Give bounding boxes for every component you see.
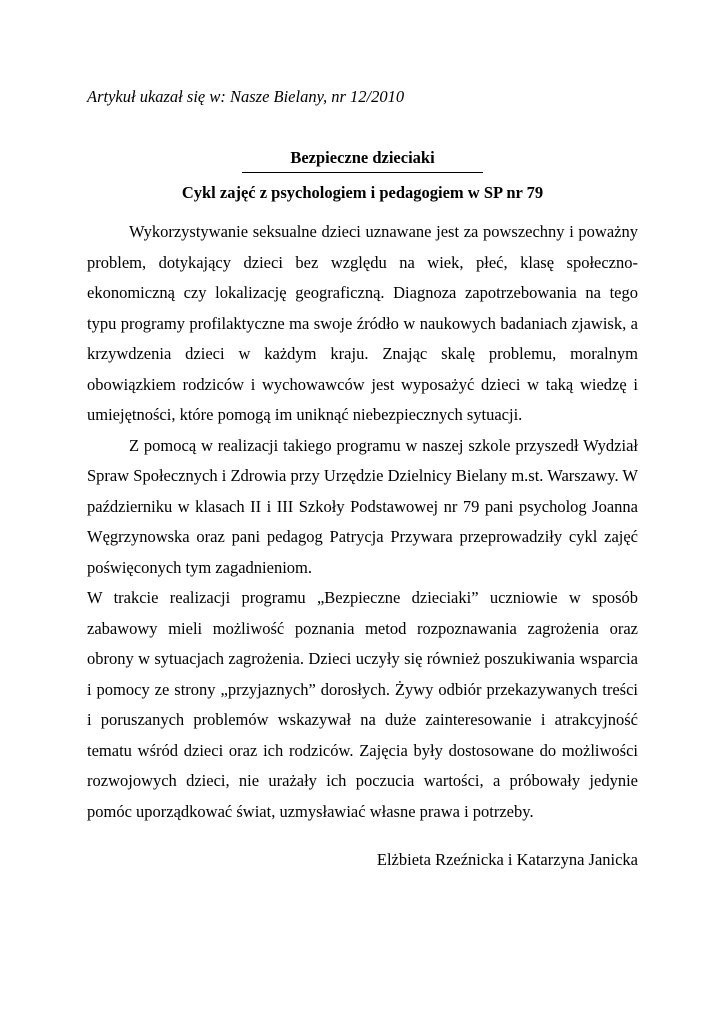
paragraph-2: Z pomocą w realizacji takiego programu w naszej szkole przyszedł Wydział Spraw Społecznych i Zdrowia przy Urzędzie Dzielnicy Bielany m.st. Warszawy. W październiku w klasach II i III Szkoły Podstawowej nr 79 pani psycholog Joanna Węgrzynowska oraz pani pedagog Patrycja Przywara przeprowadziły cykl zajęć poświęconych tym zagadnieniom. xyxy=(87,435,638,577)
title-divider xyxy=(242,172,483,173)
article-subtitle: Cykl zajęć z psychologiem i pedagogiem w SP nr 79 xyxy=(181,183,544,202)
paragraph-3: W trakcie realizacji programu „Bezpieczne dzieciaki” uczniowie w sposób zabawowy mieli możliwość poznania metod rozpoznawania zagrożenia oraz obrony w sytuacjach zagrożenia. Dzieci uczyły się również poszukiwania wsparcia i pomocy ze strony „przyjaznych” dorosłych. Żywy odbiór przekazywanych treści i poruszanych problemów wskazywał na duże zainteresowanie i atrakcyjność tematu wśród dzieci oraz ich rodziców. Zajęcia były dostosowane do możliwości rozwojowych dzieci, nie urażały ich poczucia wartości, a próbowały jedynie pomóc uporządkować świat, uzmysławiać własne prawa i potrzeby. xyxy=(87,588,638,821)
author-signature: Elżbieta Rzeźnicka i Katarzyna Janicka xyxy=(376,850,638,869)
article-title: Bezpieczne dzieciaki xyxy=(290,148,435,167)
document-page xyxy=(87,85,638,872)
paragraph-1: Wykorzystywanie seksualne dzieci uznawane jest za powszechny i poważny problem, dotykający dzieci bez względu na wiek, płeć, klasę społeczno-ekonomiczną czy lokalizację geograficzną. Diagnoza zapotrzebowania na tego typu programy profilaktyczne ma swoje źródło w naukowych badaniach zjawisk, a krzywdzenia dzieci w każdym kraju. Znając skalę problemu, moralnym obowiązkiem rodziców i wychowawców jest wyposażyć dzieci w taką wiedzę i umiejętności, które pomogą im uniknąć niebezpiecznych sytuacji. xyxy=(87,222,638,424)
source-line: Artykuł ukazał się w: Nasze Bielany, nr 12/2010 xyxy=(87,87,405,106)
article-body xyxy=(87,217,638,827)
